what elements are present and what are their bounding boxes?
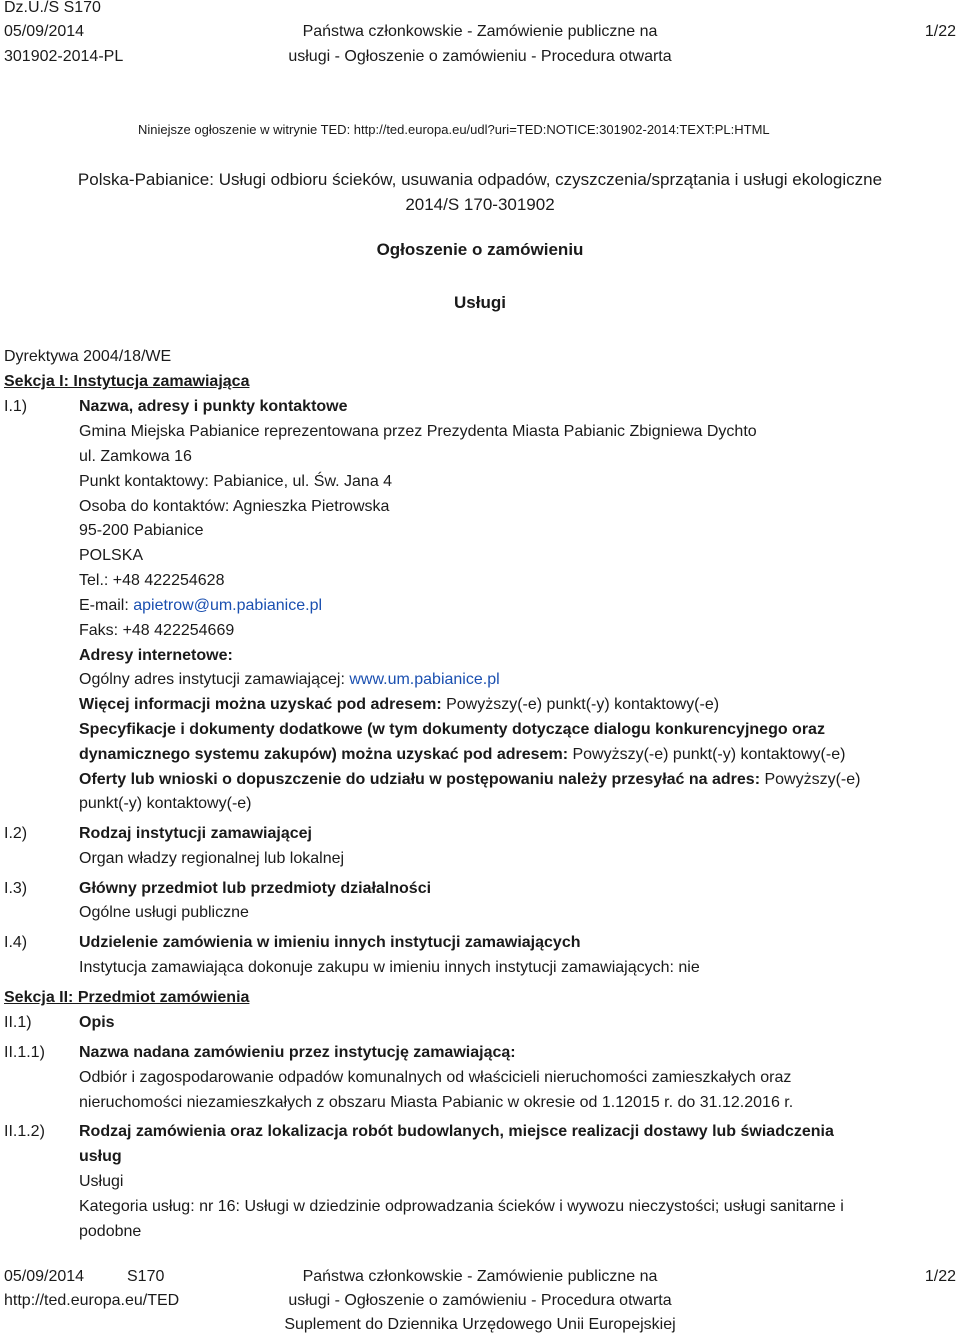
postal-address: 95-200 Pabianice [79,522,204,539]
authority-street: ul. Zamkowa 16 [79,448,192,465]
offers-label: Oferty lub wnioski o dopuszczenie do udziału w postępowaniu należy przesyłać na adres: [79,771,765,788]
email-line [79,593,322,618]
more-info-value: Powyższy(-e) punkt(-y) kontaktowy(-e) [446,696,720,713]
offers-line1 [79,767,860,792]
footer-url[interactable]: http://ted.europa.eu/TED [4,1292,180,1309]
contact-point: Punkt kontaktowy: Pabianice, ul. Św. Jana 4 [79,473,393,490]
ted-notice-link[interactable]: http://ted.europa.eu/udl?uri=TED:NOTICE:301902-2014:TEXT:PL:HTML [353,122,770,137]
item-title: Opis [79,1014,115,1031]
section-2-heading: Sekcja II: Przedmiot zamówienia [4,989,250,1006]
header-date: 05/09/2014 [4,23,85,40]
item-number: I.4) [4,934,28,951]
general-address-line [79,667,500,692]
item-title: Nazwa nadana zamówieniu przez instytucję zamawiającą: [79,1044,516,1061]
behalf-of-others: Instytucja zamawiająca dokonuje zakupu w imieniu innych instytucji zamawiających: nie [79,959,700,976]
authority-type: Organ władzy regionalnej lub lokalnej [79,850,345,867]
contact-person: Osoba do kontaktów: Agnieszka Pietrowska [79,498,390,515]
item-number: I.2) [4,825,28,842]
footer-supplement: Suplement do Dziennika Urzędowego Unii Europejskiej [284,1316,676,1333]
notice-type-heading: Ogłoszenie o zamówieniu [376,240,584,259]
item-number: I.1) [4,398,28,415]
item-number: II.1.1) [4,1044,45,1061]
telephone: Tel.: +48 422254628 [79,572,225,589]
contract-name-line2: nieruchomości niezamieszkałych z obszaru Miasta Pabianic w okresie od 1.12015 r. do 31.12.2016 r. [79,1094,794,1111]
offers-value-line1: Powyższy(-e) [764,771,861,788]
general-address-link[interactable]: www.um.pabianice.pl [349,671,500,688]
service-category-line2: podobne [79,1223,142,1240]
footer-title-line2: usługi - Ogłoszenie o zamówieniu - Procedura otwarta [288,1292,672,1309]
specs-label-line1: Specyfikacje i dokumenty dodatkowe (w tym dokumenty dotyczące dialogu konkurencyjnego oraz [79,721,825,738]
header-journal-ref: Dz.U./S S170 [4,0,101,16]
item-title: Główny przedmiot lub przedmioty działalności [79,880,432,897]
item-title: Udzielenie zamówienia w imieniu innych instytucji zamawiających [79,934,581,951]
authority-name: Gmina Miejska Pabianice reprezentowana przez Prezydenta Miasta Pabianic Zbigniewa Dychto [79,423,757,440]
email-label: E-mail: [79,597,134,614]
notice-number: 2014/S 170-301902 [405,195,555,214]
notice-title: Polska-Pabianice: Usługi odbioru ścieków, usuwania odpadów, czyszczenia/sprzątania i usługi ekologiczne [77,170,883,189]
contract-name-line1: Odbiór i zagospodarowanie odpadów komunalnych od właścicieli nieruchomości zamieszkałych oraz [79,1069,792,1086]
country: POLSKA [79,547,144,564]
email-link[interactable]: apietrow@um.pabianice.pl [133,597,323,614]
footer-title-line1: Państwa członkowskie - Zamówienie publiczne na [302,1268,658,1285]
contract-kind: Usługi [79,1173,124,1190]
internet-addresses-heading: Adresy internetowe: [79,647,233,664]
section-1-heading: Sekcja I: Instytucja zamawiająca [4,373,250,390]
header-title-line2: usługi - Ogłoszenie o zamówieniu - Procedura otwarta [288,48,672,65]
header-title-line1: Państwa członkowskie - Zamówienie publiczne na [302,23,658,40]
item-number: II.1) [4,1014,32,1031]
item-number: II.1.2) [4,1123,45,1140]
offers-value-line2: punkt(-y) kontaktowy(-e) [79,795,252,812]
footer-page-number: 1/22 [924,1268,956,1285]
item-number: I.3) [4,880,28,897]
item-title: Rodzaj instytucji zamawiającej [79,825,312,842]
specs-value: Powyższy(-e) punkt(-y) kontaktowy(-e) [572,746,846,763]
item-title-line2: usług [79,1148,122,1165]
ted-notice-line [138,120,770,140]
fax: Faks: +48 422254669 [79,622,235,639]
main-activity: Ogólne usługi publiczne [79,904,249,921]
specs-label-line2: dynamicznego systemu zakupów) można uzyskać pod adresem: [79,746,573,763]
more-info-line [79,692,719,717]
header-page-number: 1/22 [924,23,956,40]
general-address-label: Ogólny adres instytucji zamawiającej: [79,671,350,688]
ted-notice-prefix: Niniejsze ogłoszenie w witrynie TED: [138,122,354,137]
header-notice-id: 301902-2014-PL [4,48,124,65]
item-title: Nazwa, adresy i punkty kontaktowe [79,398,348,415]
item-title-line1: Rodzaj zamówienia oraz lokalizacja robót budowlanych, miejsce realizacji dostawy lub świadczenia [79,1123,834,1140]
specs-line2 [79,742,845,767]
directive: Dyrektywa 2004/18/WE [4,348,172,365]
contract-type-heading: Usługi [454,293,506,312]
service-category-line1: Kategoria usług: nr 16: Usługi w dziedzinie odprowadzania ścieków i wywozu nieczystości; usługi sanitarne i [79,1198,844,1215]
footer-date: 05/09/2014 [4,1268,85,1285]
footer-series: S170 [127,1268,165,1285]
more-info-label: Więcej informacji można uzyskać pod adresem: [79,696,447,713]
